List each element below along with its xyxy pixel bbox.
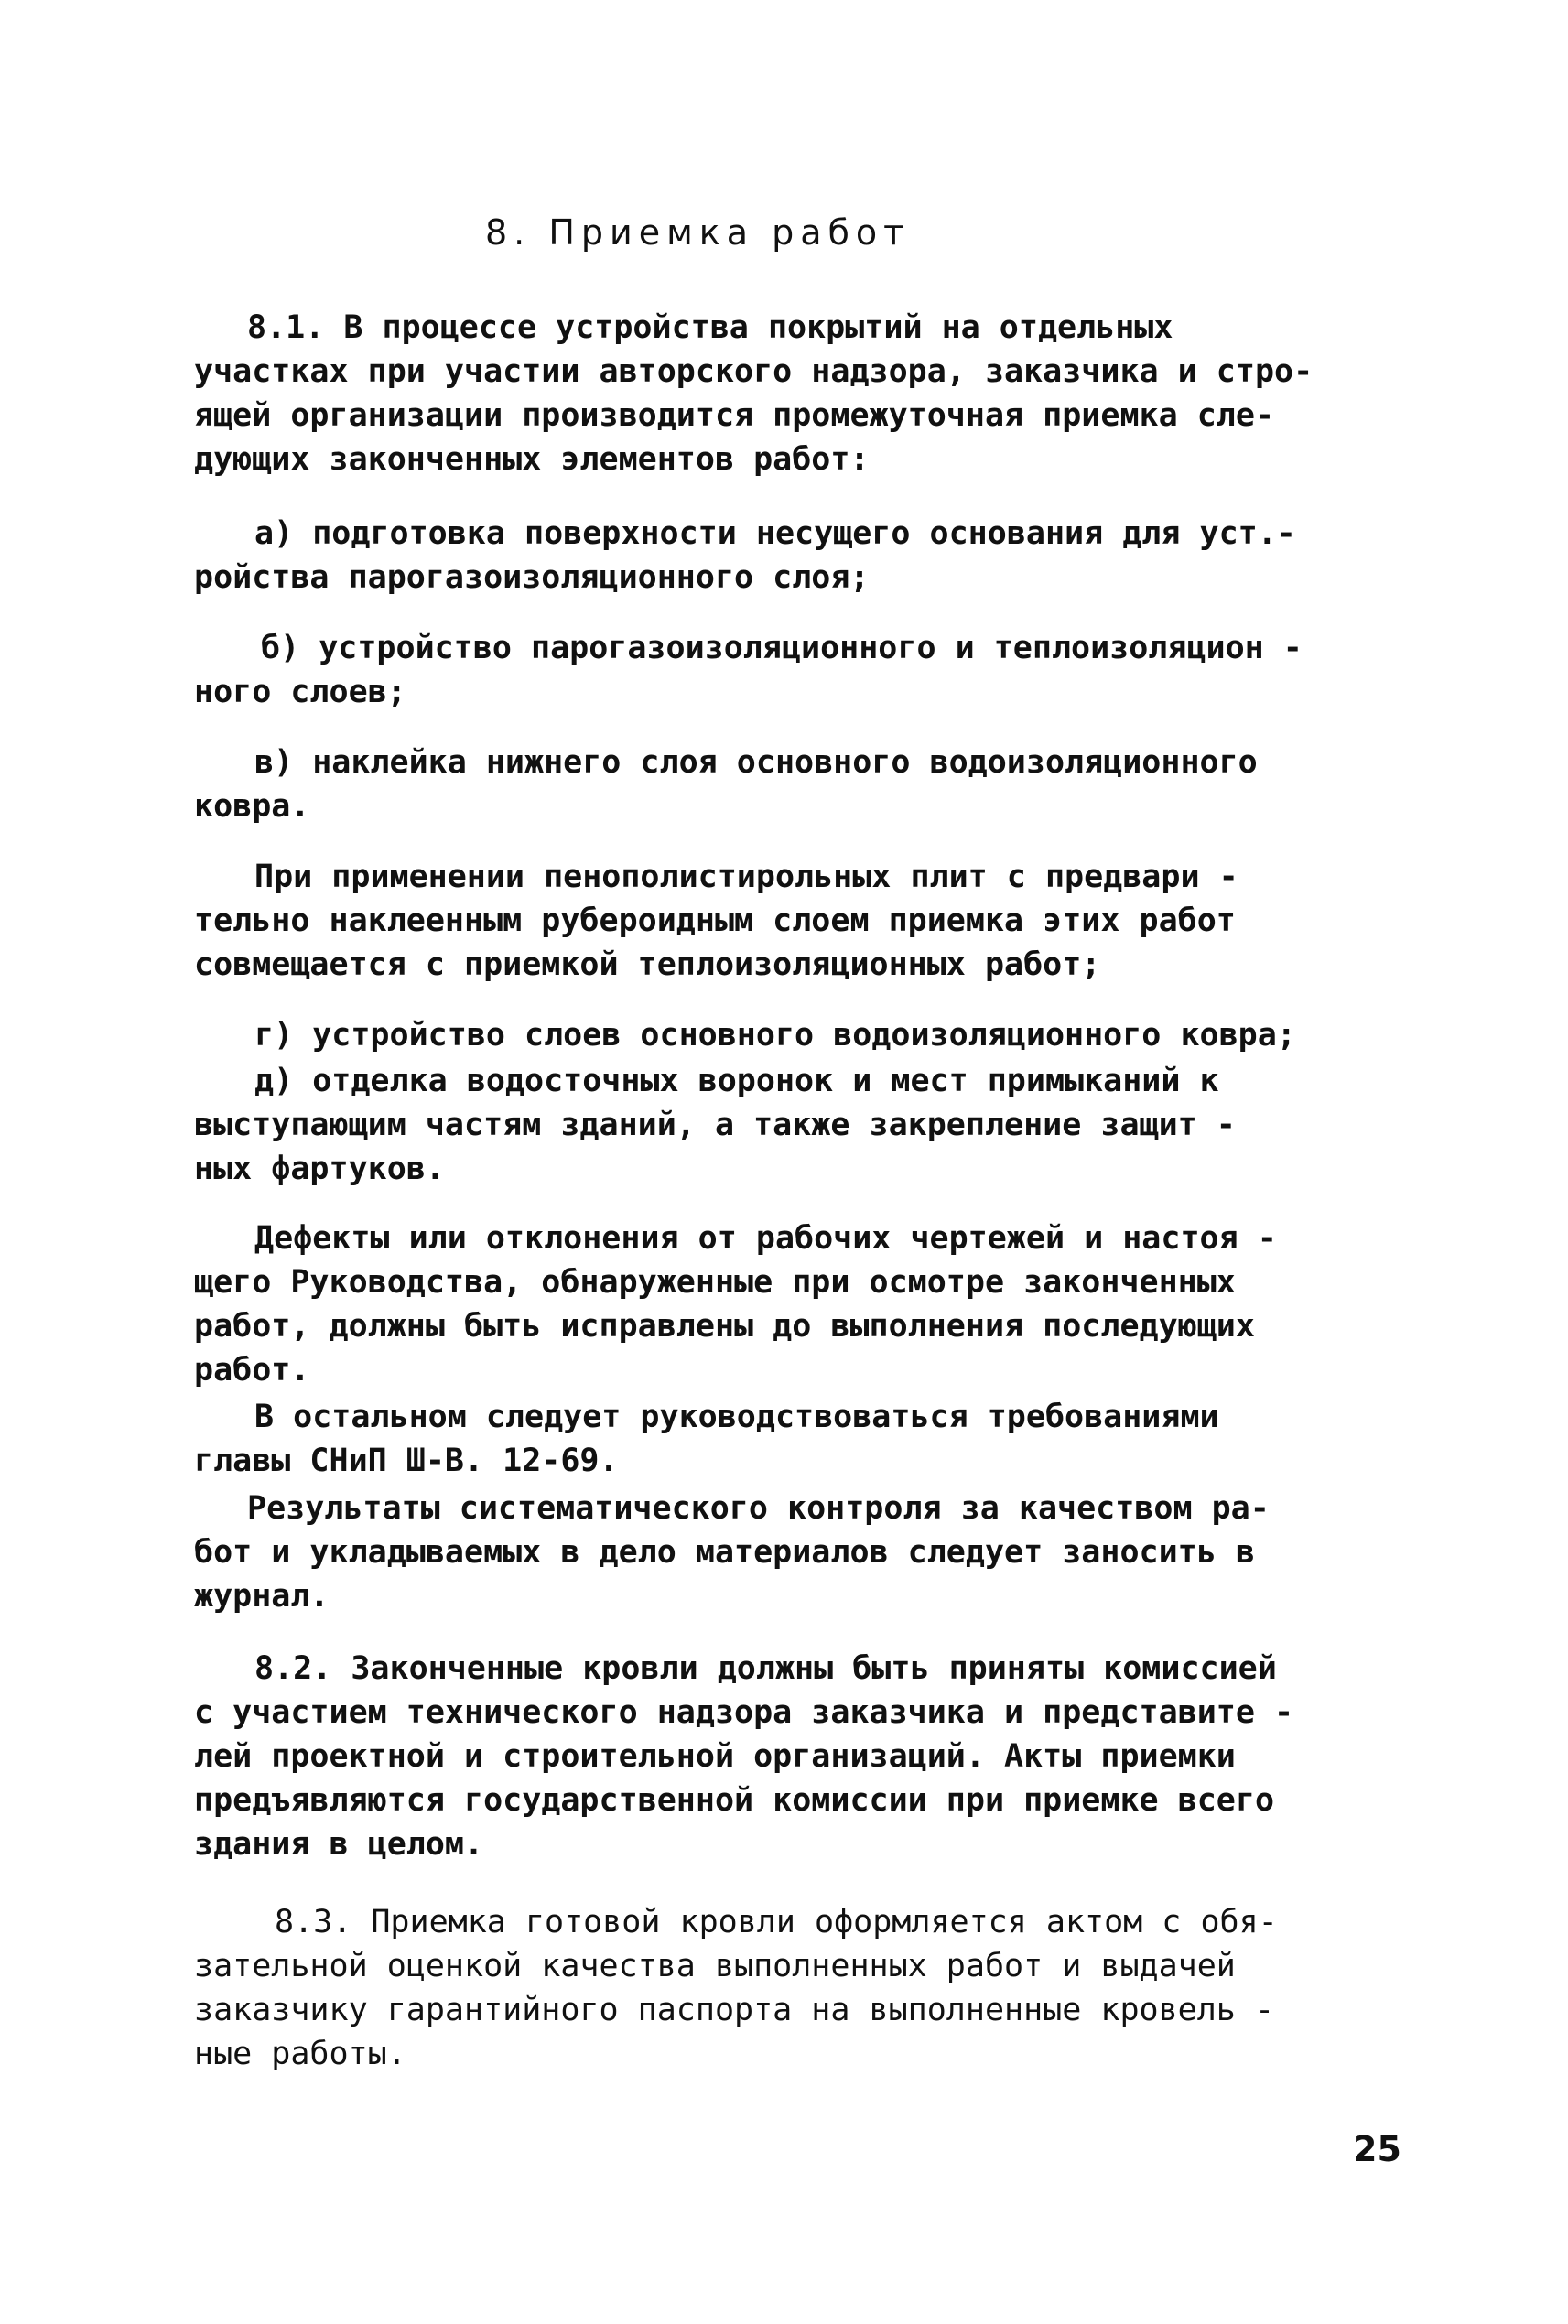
text-line: г) устройство слоев основного водоизоляционного ковра;: [254, 1017, 1296, 1054]
text-line: в) наклейка нижнего слоя основного водоизоляционного: [254, 744, 1258, 781]
text-line: ящей организации производится промежуточная приемка сле-: [194, 397, 1275, 434]
text-line: Результаты систематического контроля за качеством ра-: [247, 1490, 1270, 1527]
text-line: работ, должны быть исправлены до выполнения последующих: [194, 1308, 1255, 1345]
text-line: лей проектной и строительной организаций. Акты приемки: [194, 1738, 1236, 1775]
text-line: участках при участии авторского надзора, заказчика и стро-: [194, 353, 1314, 390]
text-line: журнал.: [194, 1578, 330, 1615]
text-line: бот и укладываемых в дело материалов следует заносить в: [194, 1534, 1255, 1571]
text-line: д) отделка водосточных воронок и мест примыканий к: [254, 1063, 1219, 1099]
text-line: В остальном следует руководствоваться требованиями: [254, 1399, 1219, 1435]
text-line: 8.3. Приемка готовой кровли оформляется актом с обя-: [275, 1904, 1278, 1940]
text-line: ковра.: [194, 788, 310, 825]
text-line: предъявляются государственной комиссии при приемке всего: [194, 1782, 1275, 1819]
text-line: работ.: [194, 1352, 310, 1389]
text-line: заказчику гарантийного паспорта на выполненные кровель -: [194, 1992, 1275, 2028]
text-line: выступающим частям зданий, а также закрепление защит -: [194, 1107, 1236, 1143]
text-line: а) подготовка поверхности несущего основания для уст.-: [254, 515, 1296, 552]
text-line: Дефекты или отклонения от рабочих чертежей и настоя -: [254, 1220, 1277, 1257]
text-line: ные работы.: [194, 2036, 406, 2072]
text-line: дующих законченных элементов работ:: [194, 441, 870, 478]
text-line: При применении пенополистирольных плит с предвари -: [254, 859, 1238, 895]
text-line: с участием технического надзора заказчика и представите -: [194, 1694, 1294, 1731]
text-line: ройства парогазоизоляционного слоя;: [194, 559, 870, 596]
text-line: ных фартуков.: [194, 1151, 445, 1187]
text-line: 8.1. В процессе устройства покрытий на отдельных: [247, 309, 1173, 346]
text-line: щего Руководства, обнаруженные при осмотре законченных: [194, 1264, 1236, 1301]
text-line: зательной оценкой качества выполненных работ и выдачей: [194, 1948, 1236, 1984]
text-line: ного слоев;: [194, 674, 406, 710]
text-line: тельно наклеенным рубероидным слоем приемка этих работ: [194, 903, 1236, 939]
text-line: совмещается с приемкой теплоизоляционных работ;: [194, 946, 1101, 983]
text-line: главы СНиП Ш-В. 12-69.: [194, 1443, 619, 1479]
text-line: 8.2. Законченные кровли должны быть приняты комиссией: [254, 1650, 1277, 1687]
page-number: 25: [1353, 2129, 1401, 2169]
text-line: б) устройство парогазоизоляционного и теплоизоляцион -: [261, 630, 1303, 666]
text-line: здания в целом.: [194, 1826, 484, 1863]
section-heading: 8. Приемка работ: [485, 212, 911, 253]
